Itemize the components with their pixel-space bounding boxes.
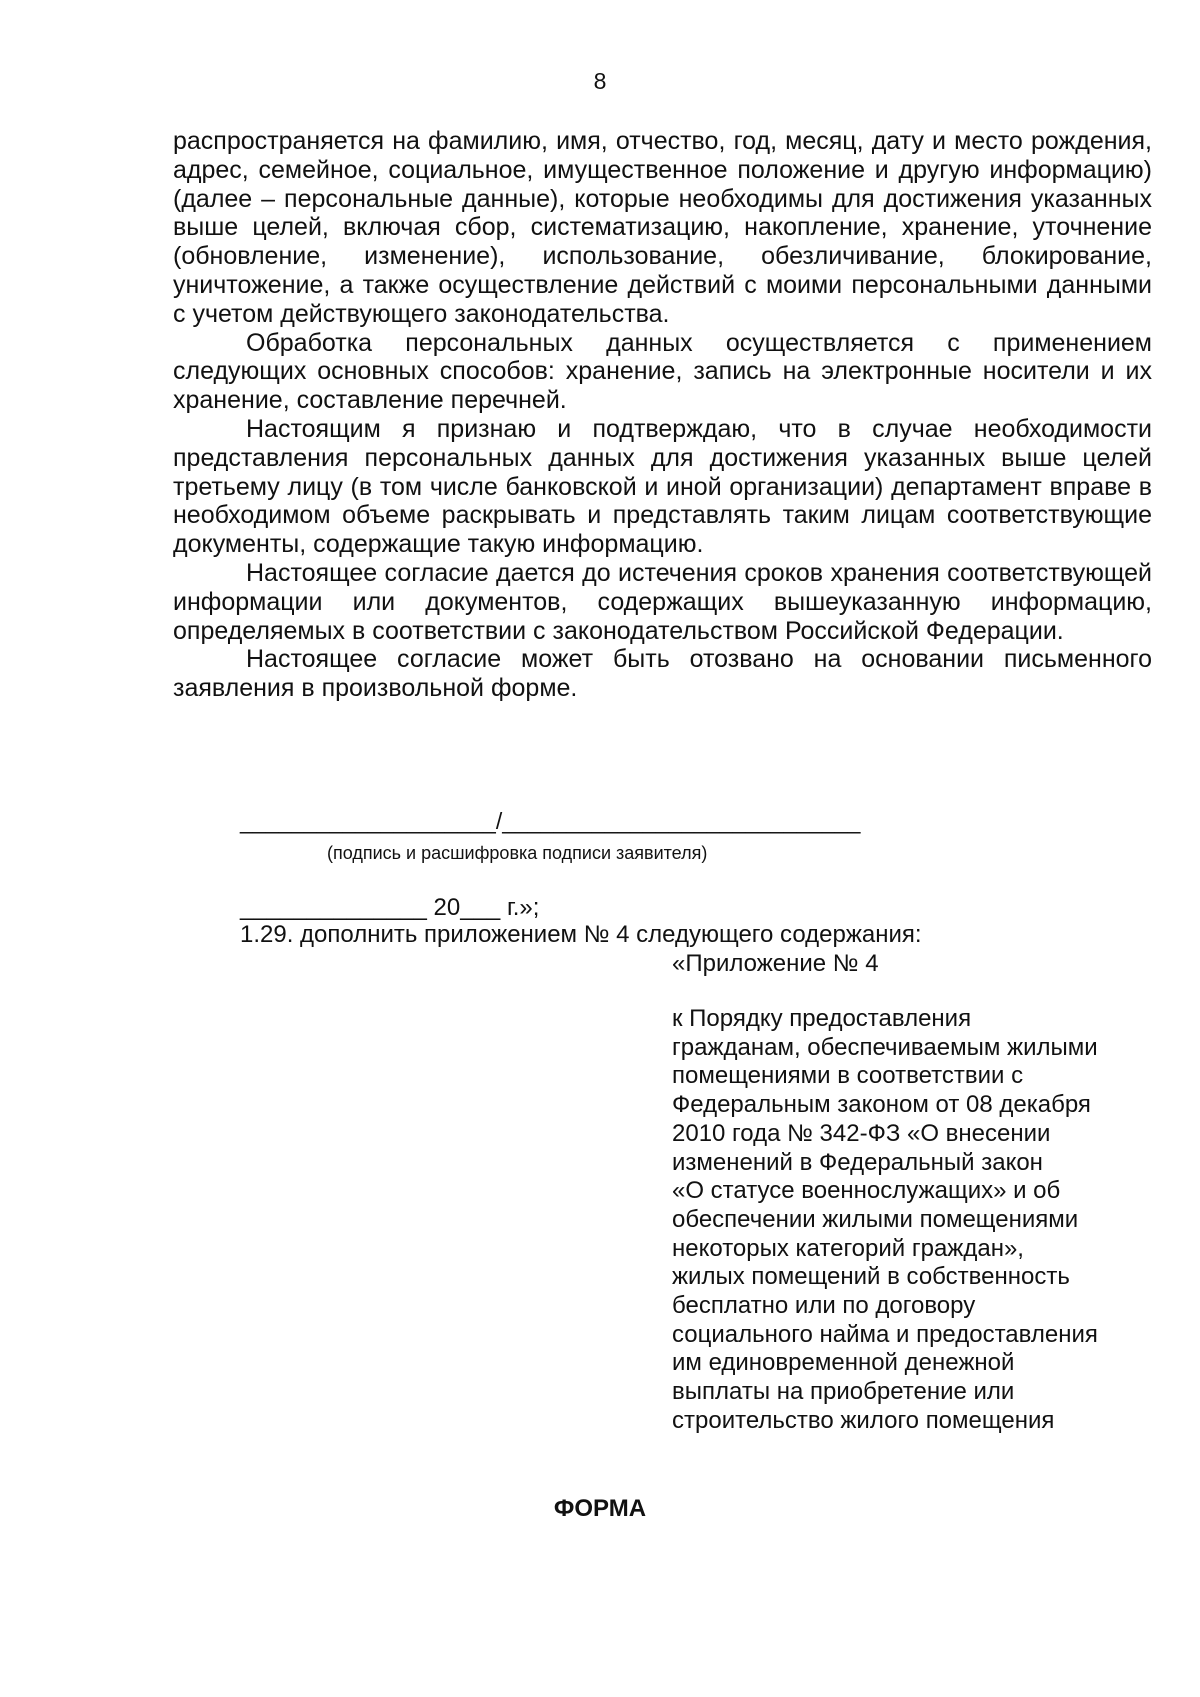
form-heading: ФОРМА [553, 1495, 647, 1522]
consent-text [173, 127, 1152, 703]
appendix-line: Федеральным законом от 08 декабря [672, 1091, 1091, 1119]
signature-line: ____________________/____________________________ [240, 808, 861, 834]
paragraph-data-scope: распространяется на фамилию, имя, отчество, год, месяц, дату и место рождения, адрес, семейное, социальное, имущественное положение и другую информацию) (далее – персональные данные), которые необходимы для достижения указанных выше целей, включая сбор, систематизацию, накопление, хранение, уточнение (обновление, изменение), использование, обезличивание, блокирование, уничтожение, а также осуществление действий с моими персональными данными с учетом действующего законодательства. [173, 127, 1152, 328]
appendix-line: бесплатно или по договору [672, 1292, 976, 1320]
appendix-title: «Приложение № 4 [672, 950, 879, 977]
appendix-line: к Порядку предоставления [672, 1005, 972, 1032]
date-line: ______________ 20___ г.»; [240, 894, 540, 921]
appendix-line: 2010 года № 342-ФЗ «О внесении [672, 1119, 1051, 1147]
appendix-line: гражданам, обеспечиваемым жилыми [672, 1033, 1098, 1061]
appendix-reference [672, 1005, 1167, 1436]
signature-caption: (подпись и расшифровка подписи заявителя) [327, 843, 708, 863]
appendix-line: социального найма и предоставления [672, 1320, 1098, 1348]
paragraph-consent-duration: Настоящее согласие дается до истечения сроков хранения соответствующей информации или документов, содержащих вышеуказанную информацию, определяемых в соответствии с законодательством Российской Федерации. [173, 558, 1152, 645]
appendix-line: помещениями в соответствии с [672, 1062, 1024, 1090]
page-number: 8 [593, 68, 607, 94]
appendix-line: им единовременной денежной [672, 1349, 1015, 1377]
appendix-line: «О статусе военнослужащих» и об [672, 1177, 1061, 1205]
paragraph-third-party-disclosure: Настоящим я признаю и подтверждаю, что в случае необходимости представления персональных данных для достижения указанных выше целей третьему лицу (в том числе банковской и иной организации) департамент вправе в необходимом объеме раскрывать и представлять таким лицам соответствующие документы, содержащие такую информацию. [173, 414, 1152, 559]
paragraph-consent-revocation: Настоящее согласие может быть отозвано на основании письменного заявления в произвольной форме. [173, 645, 1152, 703]
appendix-line: строительство жилого помещения [672, 1406, 1055, 1434]
paragraph-processing-methods: Обработка персональных данных осуществляется с применением следующих основных способов: хранение, запись на электронные носители и их хранение, составление перечней. [173, 328, 1152, 415]
appendix-line: выплаты на приобретение или [672, 1378, 1015, 1406]
appendix-line: некоторых категорий граждан», [672, 1234, 1024, 1262]
appendix-line: обеспечении жилыми помещениями [672, 1205, 1079, 1233]
appendix-line: изменений в Федеральный закон [672, 1148, 1043, 1176]
amendment-item: 1.29. дополнить приложением № 4 следующего содержания: [240, 921, 922, 948]
appendix-line: жилых помещений в собственность [672, 1263, 1070, 1291]
